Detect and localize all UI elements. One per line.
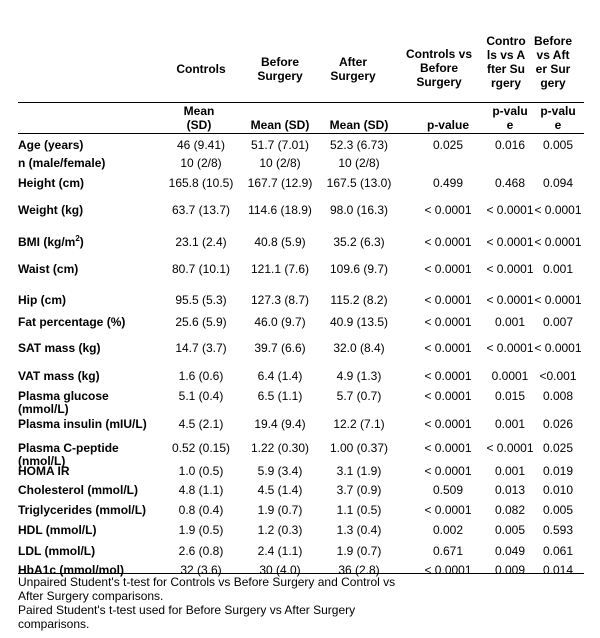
p-controls-vs-after: < 0.0001 <box>486 262 534 276</box>
subheader-p3: p-value <box>540 104 576 132</box>
before-surgery-value: 1.9 (0.7) <box>257 503 303 517</box>
before-surgery-value: 127.3 (8.7) <box>250 293 310 307</box>
table-row <box>0 465 600 485</box>
before-surgery-value: 121.1 (7.6) <box>250 262 310 276</box>
p-before-vs-after: 0.593 <box>542 523 574 537</box>
p-controls-vs-after: 0.049 <box>494 544 526 558</box>
row-label <box>18 294 158 307</box>
row-label <box>18 465 158 478</box>
table-bottom-rule <box>18 573 584 574</box>
p-controls-vs-before: < 0.0001 <box>424 503 472 517</box>
row-label <box>18 524 158 537</box>
table-row <box>0 418 600 438</box>
table-row <box>0 441 600 468</box>
subheader-p2: p-value <box>492 104 528 132</box>
row-label-text: VAT mass (kg) <box>18 369 100 383</box>
p-before-vs-after: < 0.0001 <box>534 293 582 307</box>
subheader-p1: p-value <box>426 118 469 132</box>
row-label-text: Plasma C-peptide (nmol/L) <box>18 441 119 468</box>
p-controls-vs-before: 0.025 <box>432 138 464 152</box>
p-controls-vs-after: 0.468 <box>494 176 526 190</box>
p-before-vs-after: < 0.0001 <box>534 235 582 249</box>
after-surgery-value: 52.3 (6.73) <box>329 138 389 152</box>
subheader-rule <box>18 133 584 134</box>
p-controls-vs-after: 0.015 <box>494 389 526 403</box>
p-controls-vs-after: 0.001 <box>494 417 526 431</box>
row-label-text: Weight (kg) <box>18 203 84 217</box>
header-controls-vs-before: Controls vs Before Surgery <box>405 47 472 89</box>
p-controls-vs-before: < 0.0001 <box>424 315 472 329</box>
subheader-before: Mean (SD) <box>250 118 310 132</box>
p-before-vs-after: 0.025 <box>542 441 574 455</box>
after-surgery-value: 36 (2.8) <box>338 563 380 577</box>
before-surgery-value: 10 (2/8) <box>259 156 301 170</box>
table-row <box>0 204 600 224</box>
header-controls: Controls <box>176 62 226 76</box>
row-label-text: Plasma insulin (mIU/L) <box>18 417 147 431</box>
after-surgery-value: 40.9 (13.5) <box>329 315 389 329</box>
after-surgery-value: 5.7 (0.7) <box>336 389 382 403</box>
p-before-vs-after: 0.061 <box>542 544 574 558</box>
after-surgery-value: 1.1 (0.5) <box>336 503 382 517</box>
header-before-vs-after: Before vs After Surgery <box>534 34 573 90</box>
controls-value: 5.1 (0.4) <box>178 389 224 403</box>
p-controls-vs-after: < 0.0001 <box>486 341 534 355</box>
row-label <box>18 504 158 517</box>
table-row <box>0 389 600 416</box>
after-surgery-value: 32.0 (8.4) <box>333 341 385 355</box>
row-label <box>18 236 158 249</box>
row-label-text: Fat percentage (%) <box>18 315 126 329</box>
row-label <box>18 139 158 152</box>
before-surgery-value: 46.0 (9.7) <box>254 315 306 329</box>
after-surgery-value: 3.7 (0.9) <box>336 483 382 497</box>
p-controls-vs-before: < 0.0001 <box>424 341 472 355</box>
row-label <box>18 370 158 383</box>
p-controls-vs-after: 0.016 <box>494 138 526 152</box>
p-controls-vs-before: 0.002 <box>432 523 464 537</box>
p-before-vs-after: 0.005 <box>542 138 574 152</box>
controls-value: 165.8 (10.5) <box>168 176 234 190</box>
row-label-text: Waist (cm) <box>18 262 79 276</box>
row-label-text: Triglycerides (mmol/L) <box>18 503 147 517</box>
table-row <box>0 342 600 362</box>
p-controls-vs-after: < 0.0001 <box>486 293 534 307</box>
controls-value: 4.5 (2.1) <box>178 417 224 431</box>
after-surgery-value: 109.6 (9.7) <box>329 262 389 276</box>
before-surgery-value: 30 (4.0) <box>259 563 301 577</box>
before-surgery-value: 167.7 (12.9) <box>247 176 313 190</box>
p-controls-vs-after: 0.009 <box>494 563 526 577</box>
footnote-paired: Paired Student's t-test used for Before Surgery vs After Surgery comparisons. <box>18 603 356 631</box>
p-controls-vs-before: < 0.0001 <box>424 293 472 307</box>
controls-value: 46 (9.41) <box>176 138 226 152</box>
row-label-text: HbA1c (mmol/mol) <box>18 563 125 577</box>
row-label-text: Height (cm) <box>18 176 84 190</box>
p-controls-vs-after: 0.001 <box>494 315 526 329</box>
after-surgery-value: 3.1 (1.9) <box>336 464 382 478</box>
controls-value: 1.9 (0.5) <box>178 523 224 537</box>
table-row <box>0 484 600 504</box>
p-controls-vs-before: < 0.0001 <box>424 262 472 276</box>
controls-value: 25.6 (5.9) <box>175 315 227 329</box>
table-row <box>0 524 600 544</box>
table-row <box>0 294 600 314</box>
row-label-superscript: 2 <box>75 234 80 243</box>
p-controls-vs-before: < 0.0001 <box>424 203 472 217</box>
row-label-text: SAT mass (kg) <box>18 341 101 355</box>
controls-value: 63.7 (13.7) <box>171 203 231 217</box>
row-label-end: ) <box>79 235 84 249</box>
row-label-text: n (male/female) <box>18 156 106 170</box>
p-before-vs-after: <0.001 <box>539 369 577 383</box>
controls-value: 4.8 (1.1) <box>178 483 224 497</box>
p-before-vs-after: 0.008 <box>542 389 574 403</box>
p-controls-vs-after: < 0.0001 <box>486 235 534 249</box>
after-surgery-value: 1.9 (0.7) <box>336 544 382 558</box>
table-row <box>0 263 600 283</box>
header-controls-vs-after: Controls vs After Surgery <box>486 34 526 90</box>
table-row <box>0 504 600 524</box>
row-label <box>18 390 158 416</box>
after-surgery-value: 167.5 (13.0) <box>326 176 392 190</box>
table-row <box>0 236 600 256</box>
after-surgery-value: 12.2 (7.1) <box>333 417 385 431</box>
row-label <box>18 484 158 497</box>
row-label-text: Plasma glucose (mmol/L) <box>18 389 109 416</box>
p-controls-vs-before: 0.671 <box>432 544 464 558</box>
before-surgery-value: 39.7 (6.6) <box>254 341 306 355</box>
before-surgery-value: 5.9 (3.4) <box>257 464 303 478</box>
before-surgery-value: 40.8 (5.9) <box>254 235 306 249</box>
p-before-vs-after: 0.005 <box>542 503 574 517</box>
controls-value: 0.52 (0.15) <box>171 441 231 455</box>
p-controls-vs-before: < 0.0001 <box>424 417 472 431</box>
row-label-text: Age (years) <box>18 138 84 152</box>
row-label-text: BMI (kg/m <box>18 235 76 249</box>
p-controls-vs-before: < 0.0001 <box>424 369 472 383</box>
p-controls-vs-after: 0.013 <box>494 483 526 497</box>
p-controls-vs-before: < 0.0001 <box>424 563 472 577</box>
before-surgery-value: 1.22 (0.30) <box>250 441 310 455</box>
controls-value: 2.6 (0.8) <box>178 544 224 558</box>
p-controls-vs-before: < 0.0001 <box>424 441 472 455</box>
controls-value: 23.1 (2.4) <box>175 235 227 249</box>
after-surgery-value: 35.2 (6.3) <box>333 235 385 249</box>
table-row <box>0 177 600 197</box>
p-before-vs-after: 0.001 <box>542 262 574 276</box>
p-controls-vs-after: 0.082 <box>494 503 526 517</box>
before-surgery-value: 114.6 (18.9) <box>248 203 312 217</box>
controls-value: 32 (3.6) <box>180 563 222 577</box>
subheader-after: Mean (SD) <box>329 118 389 132</box>
controls-value: 80.7 (10.1) <box>171 262 231 276</box>
after-surgery-value: 1.00 (0.37) <box>329 441 389 455</box>
controls-value: 95.5 (5.3) <box>175 293 227 307</box>
row-label <box>18 204 158 217</box>
p-before-vs-after: 0.007 <box>542 315 574 329</box>
controls-value: 1.0 (0.5) <box>178 464 224 478</box>
p-before-vs-after: 0.026 <box>542 417 574 431</box>
controls-value: 1.6 (0.6) <box>178 369 224 383</box>
row-label <box>18 177 158 190</box>
row-label <box>18 263 158 276</box>
row-label <box>18 342 158 355</box>
p-before-vs-after: 0.019 <box>542 464 574 478</box>
row-label <box>18 316 158 329</box>
after-surgery-value: 98.0 (16.3) <box>329 203 389 217</box>
p-controls-vs-after: < 0.0001 <box>486 441 534 455</box>
row-label <box>18 418 158 431</box>
before-surgery-value: 2.4 (1.1) <box>257 544 303 558</box>
header-rule <box>18 102 584 103</box>
table-row <box>0 370 600 390</box>
p-before-vs-after: < 0.0001 <box>534 203 582 217</box>
controls-value: 14.7 (3.7) <box>175 341 227 355</box>
row-label-text: HOMA IR <box>18 464 70 478</box>
p-controls-vs-after: 0.001 <box>494 464 526 478</box>
before-surgery-value: 1.2 (0.3) <box>257 523 303 537</box>
row-label-text: Hip (cm) <box>18 293 66 307</box>
after-surgery-value: 10 (2/8) <box>338 156 380 170</box>
before-surgery-value: 6.5 (1.1) <box>257 389 303 403</box>
p-before-vs-after: < 0.0001 <box>534 341 582 355</box>
row-label-text: HDL (mmol/L) <box>18 523 97 537</box>
table-row <box>0 316 600 336</box>
table-row <box>0 545 600 565</box>
before-surgery-value: 4.5 (1.4) <box>257 483 303 497</box>
controls-value: 0.8 (0.4) <box>178 503 224 517</box>
after-surgery-value: 1.3 (0.4) <box>336 523 382 537</box>
p-controls-vs-before: < 0.0001 <box>424 389 472 403</box>
p-before-vs-after: 0.010 <box>542 483 574 497</box>
p-controls-vs-after: 0.005 <box>494 523 526 537</box>
footnote-unpaired: Unpaired Student's t-test for Controls vs Before Surgery and Control vs After Surgery comparisons. <box>18 575 396 603</box>
p-controls-vs-before: 0.499 <box>432 176 464 190</box>
after-surgery-value: 115.2 (8.2) <box>330 293 388 307</box>
p-controls-vs-before: 0.509 <box>432 483 464 497</box>
row-label <box>18 157 158 170</box>
p-controls-vs-after: 0.0001 <box>491 369 529 383</box>
row-label-text: LDL (mmol/L) <box>18 544 96 558</box>
controls-value: 10 (2/8) <box>180 156 222 170</box>
p-before-vs-after: 0.014 <box>542 563 574 577</box>
row-label-text: Cholesterol (mmol/L) <box>18 483 139 497</box>
before-surgery-value: 51.7 (7.01) <box>250 138 310 152</box>
after-surgery-value: 4.9 (1.3) <box>336 369 382 383</box>
p-controls-vs-before: < 0.0001 <box>424 464 472 478</box>
before-surgery-value: 6.4 (1.4) <box>257 369 303 383</box>
p-before-vs-after: 0.094 <box>542 176 574 190</box>
p-controls-vs-after: < 0.0001 <box>486 203 534 217</box>
table-row <box>0 157 600 177</box>
header-before-surgery: Before Surgery <box>257 55 303 83</box>
before-surgery-value: 19.4 (9.4) <box>254 417 306 431</box>
p-controls-vs-before: < 0.0001 <box>424 235 472 249</box>
header-after-surgery: After Surgery <box>330 55 376 83</box>
subheader-controls: Mean (SD) <box>183 104 215 132</box>
row-label <box>18 545 158 558</box>
